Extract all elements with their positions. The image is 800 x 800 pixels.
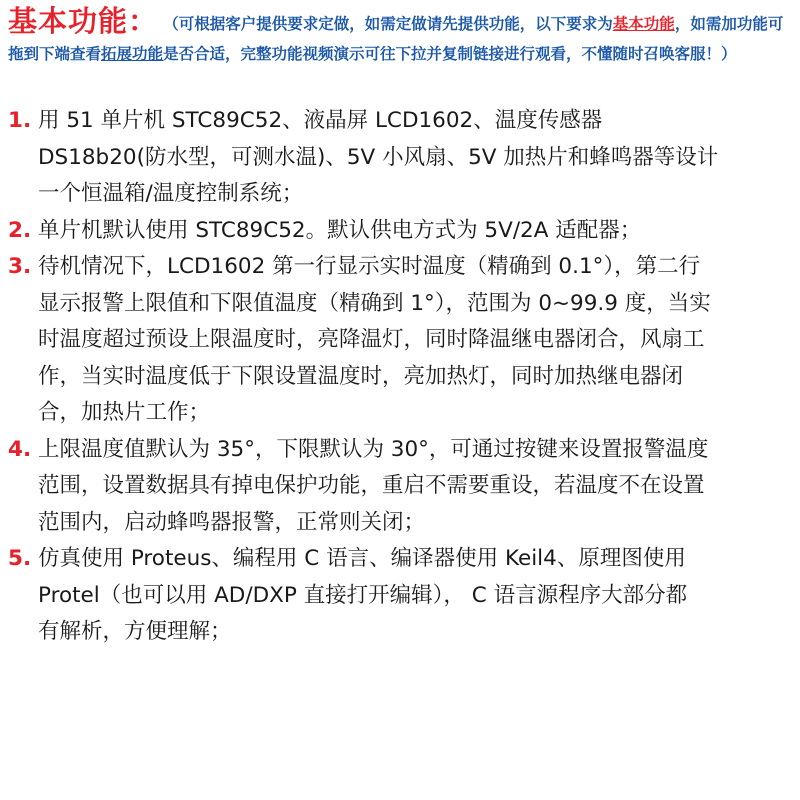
header-note-part3: 是否合适，完整功能视频演示可往下拉并复制链接进行观看，不懂随时召唤客服！） (163, 45, 737, 63)
header-block (8, 6, 790, 69)
item-number: 1. (8, 108, 32, 133)
basic-function-link[interactable]: 基本功能 (612, 15, 675, 33)
item-text: 待机情况下，LCD1602 第一行显示实时温度（精确到 0.1°），第二行 显示报警上限值和下限值温度（精确到 1°），范围为 0~99.9 度，当实 时温度超过预设上限温度时，亮降温灯，同时降温继电器闭合，风扇工 作，当实时温度低于下限设置温度时，亮加热灯，同时加热继电器闭 合，加热片工作； (38, 254, 711, 425)
item-text: 仿真使用 Proteus、编程用 C 语言、编译器使用 Keil4、原理图使用 Protel（也可以用 AD/DXP 直接打开编辑）， C 语言源程序大部分都 有解析，方便理解； (38, 546, 688, 644)
header-note-part1: （可根据客户提供要求定做，如需定做请先提供功能，以下要求为 (171, 15, 613, 33)
title-colon: ： (128, 4, 158, 38)
item-number: 3. (8, 254, 32, 279)
list-item (8, 541, 790, 651)
list-item (8, 103, 790, 213)
item-number: 2. (8, 217, 32, 243)
item-number: 5. (8, 546, 32, 571)
item-text: 单片机默认使用 STC89C52。默认供电方式为 5V/2A 适配器； (38, 217, 642, 243)
item-text: 上限温度值默认为 35°，下限默认为 30°，可通过按键来设置报警温度 范围，设置数据具有掉电保护功能，重启不需要重设，若温度不在设置 范围内，启动蜂鸣器报警，正常则关闭； (38, 436, 709, 535)
item-text: 用 51 单片机 STC89C52、液晶屏 LCD1602、温度传感器 DS18b20(防水型，可测水温)、5V 小风扇、5V 加热片和蜂鸣器等设计 一个恒温箱/温度控制系统； (38, 108, 719, 206)
list-item (8, 249, 790, 432)
page-title: 基本功能 (8, 4, 129, 38)
extend-function-link[interactable]: 拓展功能 (101, 45, 164, 63)
list-item (8, 432, 790, 542)
item-number: 4. (8, 436, 32, 462)
feature-list (8, 103, 790, 651)
list-item (8, 213, 790, 250)
header-note-part2: ，如需加功能可拖到下端查看 (8, 15, 784, 63)
